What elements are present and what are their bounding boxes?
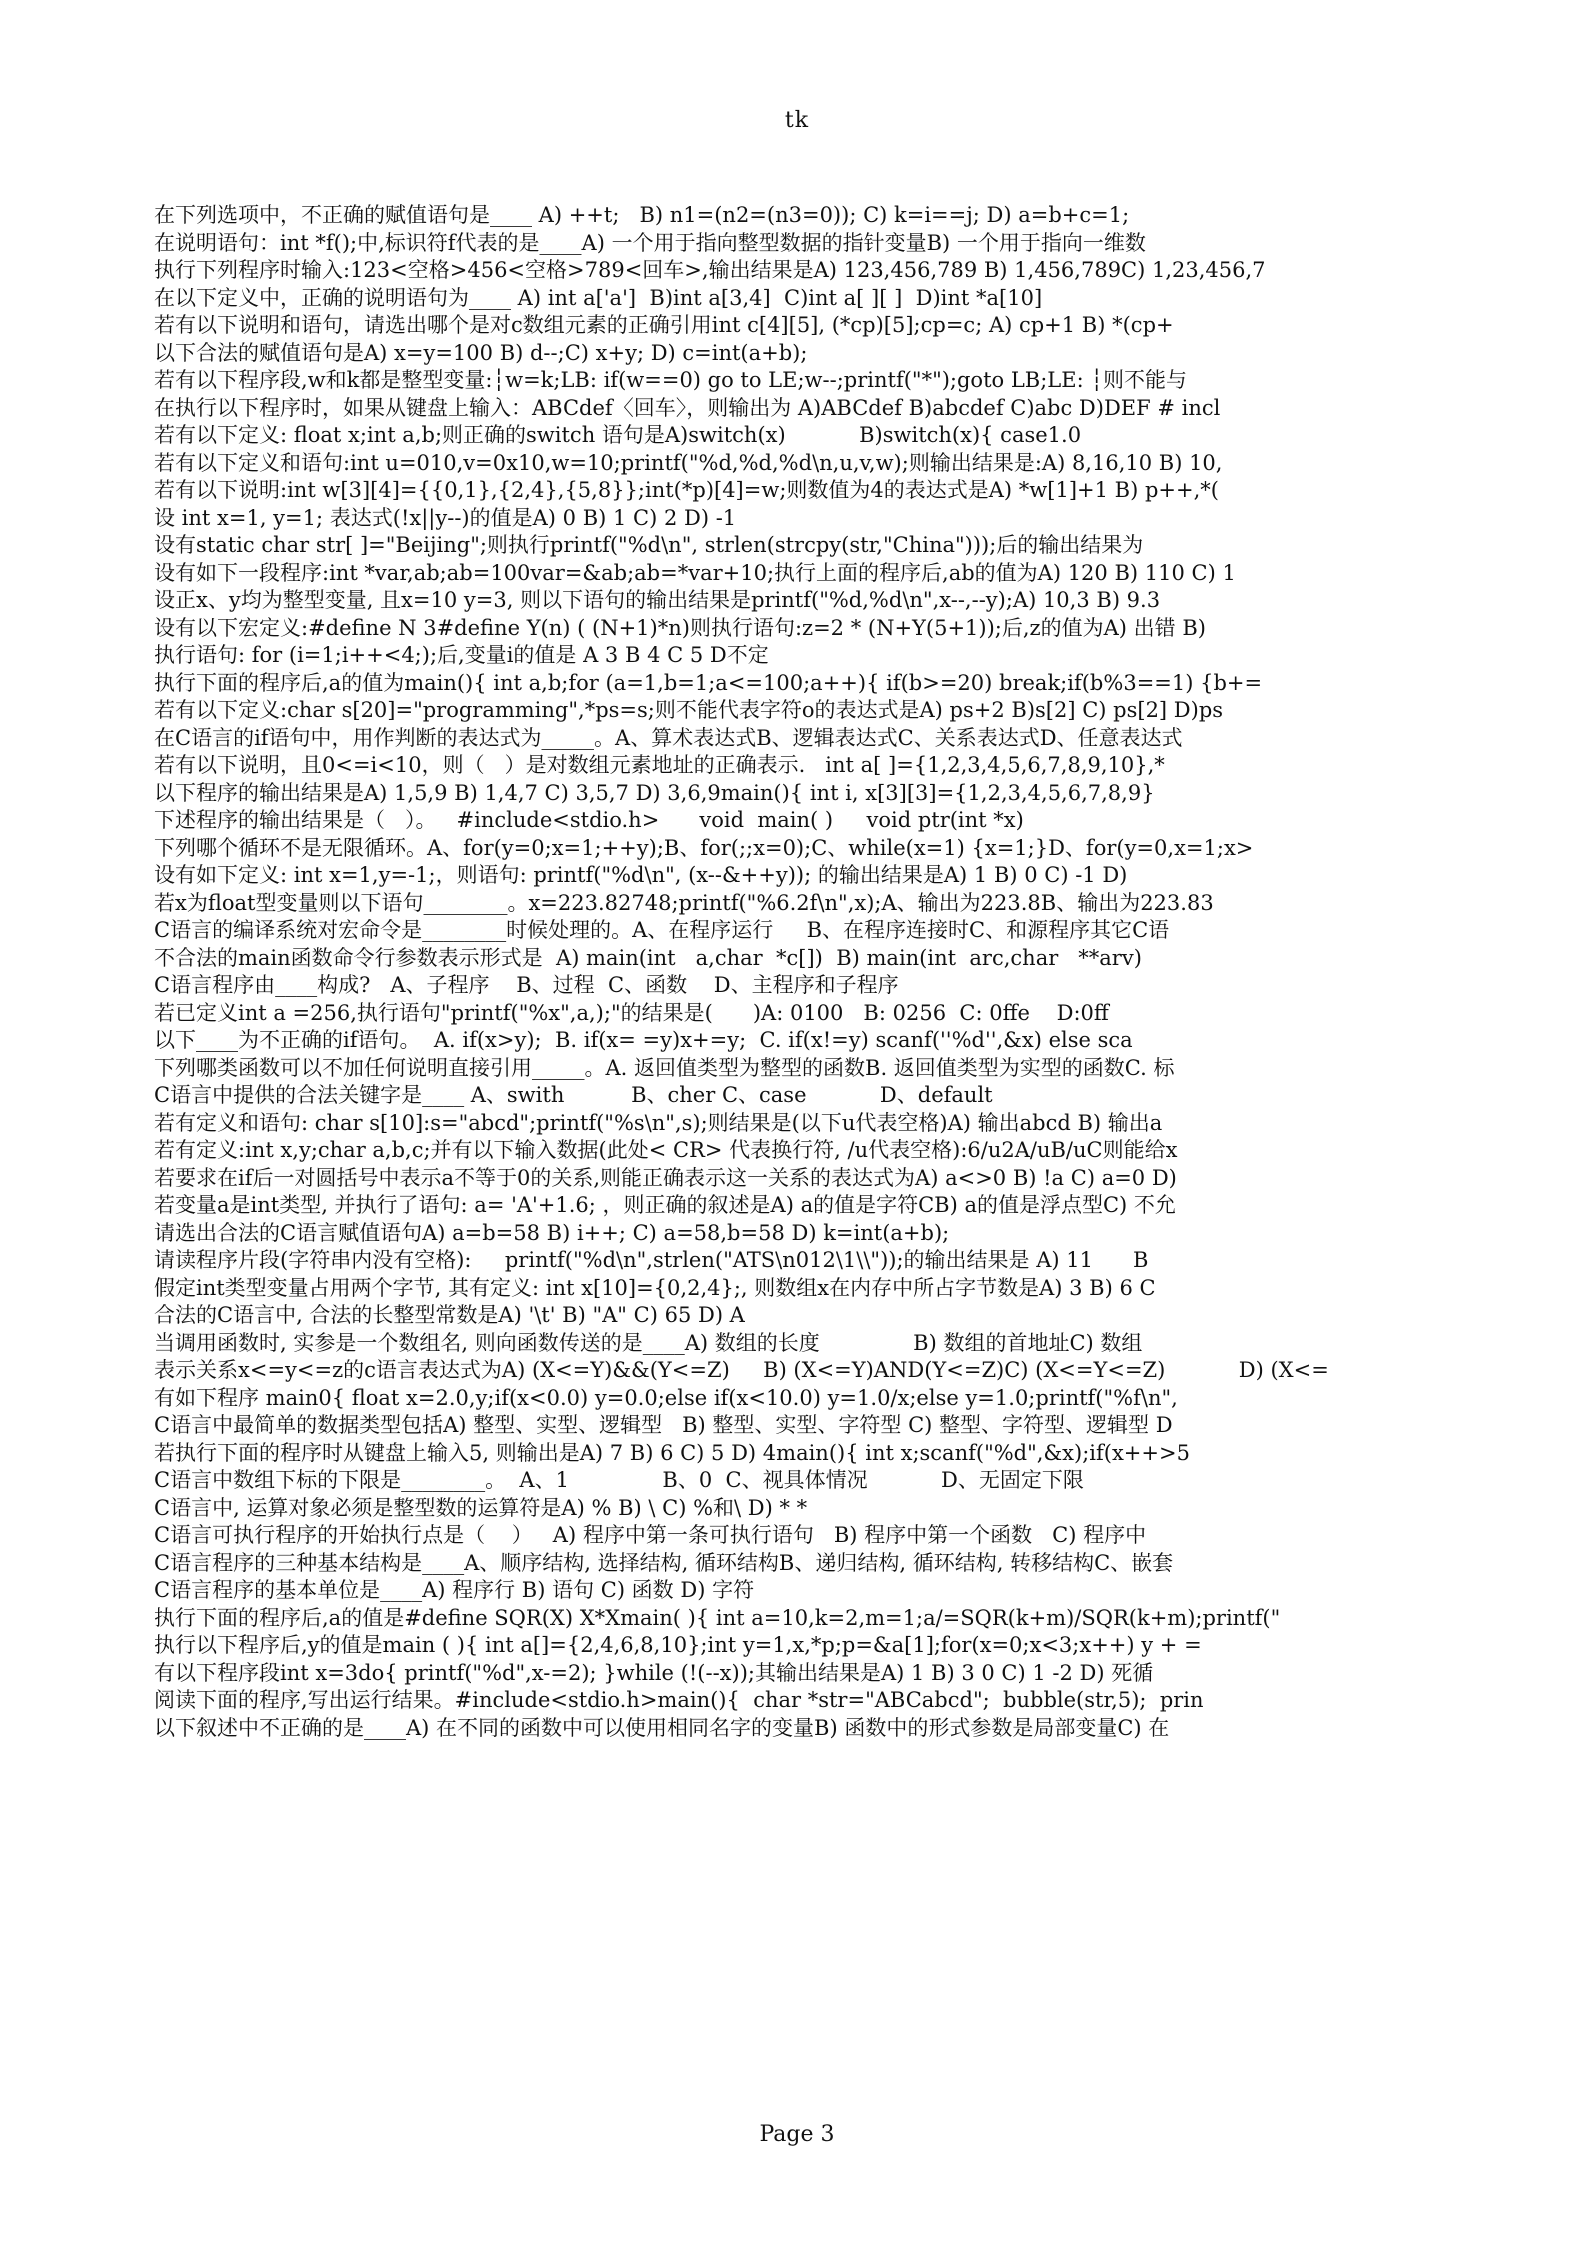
- question-line: 有如下程序 main0{ float x=2.0,y;if(x<0.0) y=0.0;else if(x<10.0) y=1.0/x;else y=1.0;printf("%f\n",: [154, 1385, 1178, 1410]
- question-line: 设正x、y均为整型变量, 且x=10 y=3, 则以下语句的输出结果是printf("%d,%d\n",x--,--y);A) 10,3 B) 9.3: [154, 588, 1161, 612]
- question-line: 若有以下说明:int w[3][4]={{0,1},{2,4},{5,8}};int(*p)[4]=w;则数值为4的表达式是A) *w[1]+1 B) p++,*(: [154, 478, 1219, 502]
- question-line: 下述程序的输出结果是（ ）。 #include<stdio.h> void main( ) void ptr(int *x): [154, 808, 1024, 832]
- question-line: 若已定义int a =256,执行语句"printf("%x",a,);"的结果是( )A: 0100 B: 0256 C: 0ffe D:0ff: [154, 1000, 1109, 1025]
- question-line: C语言可执行程序的开始执行点是（ ） A) 程序中第一条可执行语句 B) 程序中第一个函数 C) 程序中: [154, 1523, 1147, 1547]
- question-line: C语言程序的基本单位是____A) 程序行 B) 语句 C) 函数 D) 字符: [154, 1578, 755, 1602]
- question-line: 若有以下定义: float x;int a,b;则正确的switch 语句是A)switch(x) B)switch(x){ case1.0: [154, 423, 1082, 447]
- question-line: 请读程序片段(字符串内没有空格): printf("%d\n",strlen("ATS\n012\1\\"));的输出结果是 A) 11 B: [154, 1248, 1149, 1272]
- question-line: 表示关系x<=y<=z的c语言表达式为A) (X<=Y)&&(Y<=Z) B) (X<=Y)AND(Y<=Z)C) (X<=Y<=Z) D) (X<=: [154, 1358, 1329, 1382]
- question-line: 下列哪类函数可以不加任何说明直接引用_____。A. 返回值类型为整型的函数B. 返回值类型为实型的函数C. 标: [154, 1055, 1175, 1080]
- question-line: 若有定义:int x,y;char a,b,c;并有以下输入数据(此处< CR> 代表换行符, /u代表空格):6/u2A/uB/uC则能给x: [154, 1138, 1178, 1162]
- question-line: 下列哪个循环不是无限循环。A、for(y=0;x=1;++y);B、for(;;x=0);C、while(x=1) {x=1;}D、for(y=0,x=1;x>: [154, 835, 1254, 860]
- question-line: 在C语言的if语句中，用作判断的表达式为_____。A、算术表达式B、逻辑表达式C、关系表达式D、任意表达式: [154, 725, 1183, 750]
- question-line: 若有以下程序段,w和k都是整型变量:┆w=k;LB: if(w==0) go to LE;w--;printf("*");goto LB;LE: ┆则不能与: [154, 368, 1187, 392]
- question-line: 若执行下面的程序时从键盘上输入5, 则输出是A) 7 B) 6 C) 5 D) 4main(){ int x;scanf("%d",&x);if(x++>5: [154, 1440, 1190, 1465]
- question-line: 若要求在if后一对圆括号中表示a不等于0的关系,则能正确表示这一关系的表达式为A) a<>0 B) !a C) a=0 D): [154, 1165, 1177, 1190]
- page-header: tk: [784, 108, 810, 133]
- question-line: C语言中最简单的数据类型包括A) 整型、实型、逻辑型 B) 整型、实型、字符型 C) 整型、字符型、逻辑型 D: [154, 1413, 1173, 1437]
- question-line: 设有static char str[ ]="Beijing";则执行printf("%d\n", strlen(strcpy(str,"China")));后的输出结果为: [154, 533, 1144, 557]
- question-line: 若有以下说明，且0<=i<10，则（ ）是对数组元素地址的正确表示. int a[ ]={1,2,3,4,5,6,7,8,9,10},*: [154, 753, 1165, 777]
- question-line: 合法的C语言中, 合法的长整型常数是A) '\t' B) "A" C) 65 D) A: [154, 1303, 745, 1327]
- question-line: 执行以下程序后,y的值是main ( ){ int a[]={2,4,6,8,10};int y=1,x,*p;p=&a[1];for(x=0;x<3;x++) y + =: [154, 1633, 1202, 1657]
- question-line: 在说明语句：int *f();中,标识符f代表的是____A) 一个用于指向整型数据的指针变量B) 一个用于指向一维数: [154, 230, 1146, 255]
- question-line: 设有以下宏定义:#define N 3#define Y(n) ( (N+1)*n)则执行语句:z=2 * (N+Y(5+1));后,z的值为A) 出错 B): [154, 615, 1206, 640]
- page-footer: Page 3: [759, 2122, 835, 2147]
- question-line: C语言中提供的合法关键字是____ A、swith B、cher C、case D、default: [154, 1083, 993, 1107]
- question-line: 请选出合法的C语言赋值语句A) a=b=58 B) i++; C) a=58,b=58 D) k=int(a+b);: [154, 1220, 950, 1245]
- question-line: 在下列选项中，不正确的赋值语句是____ A) ++t; B) n1=(n2=(n3=0)); C) k=i==j; D) a=b+c=1;: [154, 203, 1130, 227]
- question-line: 设有如下一段程序:int *var,ab;ab=100var=&ab;ab=*var+10;执行上面的程序后,ab的值为A) 120 B) 110 C) 1: [154, 560, 1236, 585]
- question-line: 若有以下定义:char s[20]="programming",*ps=s;则不能代表字符o的表达式是A) ps+2 B)s[2] C) ps[2] D)ps: [154, 698, 1224, 722]
- question-line: 有以下程序段int x=3do{ printf("%d",x-=2); }while (!(--x));其输出结果是A) 1 B) 3 0 C) 1 -2 D) 死循: [154, 1660, 1154, 1685]
- question-line: 若变量a是int类型, 并执行了语句: a= 'A'+1.6; ，则正确的叙述是A) a的值是字符CB) a的值是浮点型C) 不允: [154, 1193, 1176, 1217]
- question-line: 在以下定义中，正确的说明语句为____ A) int a['a'] B)int a[3,4] C)int a[ ][ ] D)int *a[10]: [154, 285, 1043, 310]
- question-line: C语言中数组下标的下限是________。 A、1 B、0 C、视具体情况 D、无固定下限: [154, 1468, 1084, 1492]
- question-line: 以下程序的输出结果是A) 1,5,9 B) 1,4,7 C) 3,5,7 D) 3,6,9main(){ int i, x[3][3]={1,2,3,4,5,6,7,8,9}: [154, 780, 1155, 805]
- question-line: 执行下列程序时输入:123<空格>456<空格>789<回车>,输出结果是A) 123,456,789 B) 1,456,789C) 1,23,456,7: [154, 258, 1266, 282]
- question-line: 以下____为不正确的if语句。 A. if(x>y); B. if(x= =y)x+=y; C. if(x!=y) scanf(''%d'',&x) else sca: [154, 1028, 1133, 1052]
- question-line: 执行下面的程序后,a的值是#define SQR(X) X*Xmain( ){ int a=10,k=2,m=1;a/=SQR(k+m)/SQR(k+m);printf(": [154, 1605, 1281, 1630]
- question-line: 当调用函数时, 实参是一个数组名, 则向函数传送的是____A) 数组的长度 B) 数组的首地址C) 数组: [154, 1330, 1143, 1355]
- question-line: C语言的编译系统对宏命令是________时候处理的。A、在程序运行 B、在程序连接时C、和源程序其它C语: [154, 918, 1170, 942]
- question-line: 在执行以下程序时，如果从键盘上输入：ABCdef〈回车〉，则输出为 A)ABCdef B)abcdef C)abc D)DEF # incl: [154, 395, 1221, 420]
- question-list: [154, 202, 1440, 1742]
- question-line: 若有定义和语句: char s[10]:s="abcd";printf("%s\n",s);则结果是(以下u代表空格)A) 输出abcd B) 输出a: [154, 1110, 1163, 1135]
- question-line: 若x为float型变量则以下语句________。x=223.82748;printf("%6.2f\n",x);A、输出为223.8B、输出为223.83: [154, 890, 1214, 915]
- question-line: C语言程序由____构成? A、子程序 B、过程 C、函数 D、主程序和子程序: [154, 973, 899, 997]
- question-line: 设 int x=1, y=1; 表达式(!x||y--)的值是A) 0 B) 1 C) 2 D) -1: [154, 505, 737, 530]
- question-line: 不合法的main函数命令行参数表示形式是 A) main(int a,char *c[]) B) main(int arc,char **arv): [154, 945, 1142, 970]
- question-line: 执行下面的程序后,a的值为main(){ int a,b;for (a=1,b=1;a<=100;a++){ if(b>=20) break;if(b%3==1) {b+=: [154, 670, 1263, 695]
- question-line: 执行语句: for (i=1;i++<4;);后,变量i的值是 A 3 B 4 C 5 D不定: [154, 643, 769, 667]
- question-line: 若有以下定义和语句:int u=010,v=0x10,w=10;printf("%d,%d,%d\n,u,v,w);则输出结果是:A) 8,16,10 B) 10,: [154, 450, 1223, 475]
- question-line: 设有如下定义: int x=1,y=-1;，则语句: printf("%d\n", (x--&++y)); 的输出结果是A) 1 B) 0 C) -1 D): [154, 863, 1128, 887]
- question-line: C语言中, 运算对象必须是整型数的运算符是A) % B) \ C) %和\ D) * *: [154, 1495, 808, 1520]
- question-line: 若有以下说明和语句，请选出哪个是对c数组元素的正确引用int c[4][5], (*cp)[5];cp=c; A) cp+1 B) *(cp+: [154, 313, 1174, 337]
- question-line: C语言程序的三种基本结构是____A、顺序结构, 选择结构, 循环结构B、递归结构, 循环结构, 转移结构C、嵌套: [154, 1550, 1174, 1575]
- question-line: 假定int类型变量占用两个字节, 其有定义: int x[10]={0,2,4};, 则数组x在内存中所占字节数是A) 3 B) 6 C: [154, 1275, 1156, 1300]
- question-line: 阅读下面的程序,写出运行结果。#include<stdio.h>main(){ char *str="ABCabcd"; bubble(str,5); prin: [154, 1688, 1204, 1712]
- question-line: 以下合法的赋值语句是A) x=y=100 B) d--;C) x+y; D) c=int(a+b);: [154, 340, 808, 365]
- question-line: 以下叙述中不正确的是____A) 在不同的函数中可以使用相同名字的变量B) 函数中的形式参数是局部变量C) 在: [154, 1715, 1170, 1740]
